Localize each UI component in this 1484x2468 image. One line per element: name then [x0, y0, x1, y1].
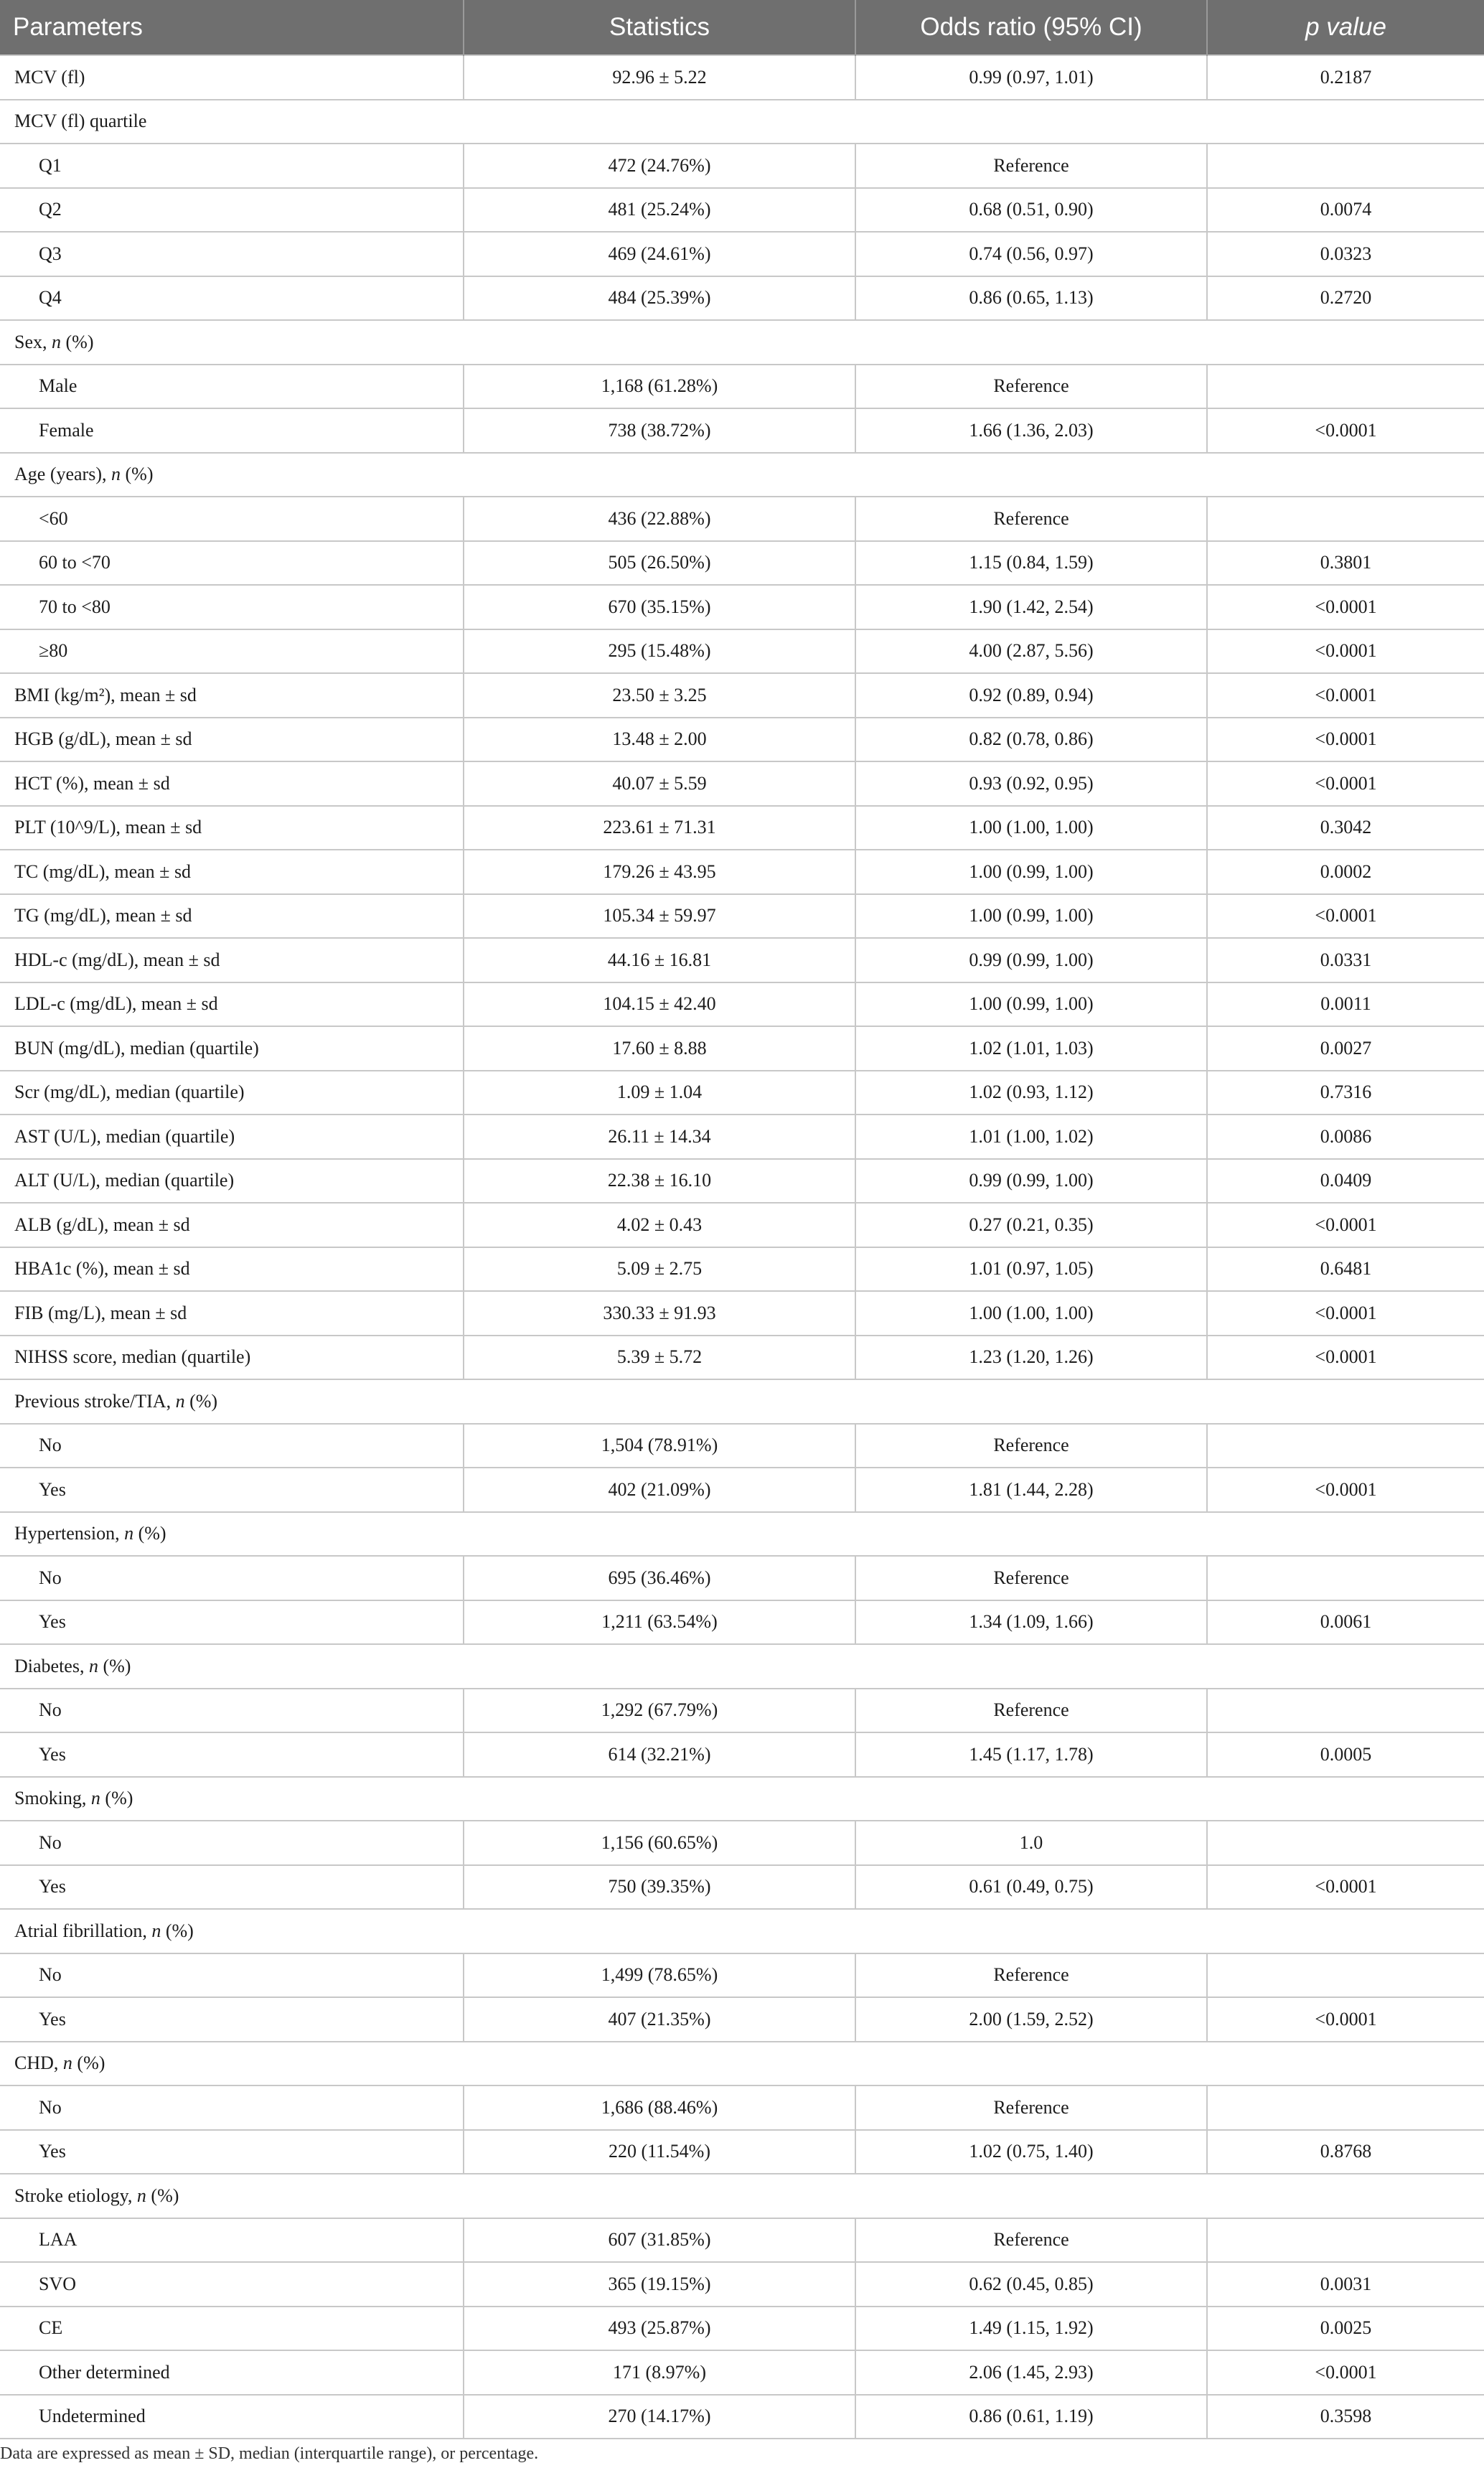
p-value-cell: [1207, 2218, 1484, 2263]
parameter-cell: No: [0, 1953, 464, 1998]
group-label: Stroke etiology, n (%): [0, 2174, 1484, 2218]
group-label: Age (years), n (%): [0, 453, 1484, 497]
p-value-cell: <0.0001: [1207, 761, 1484, 806]
p-value-cell: 0.0011: [1207, 982, 1484, 1027]
table-row: [0, 55, 1484, 100]
parameter-cell: No: [0, 1556, 464, 1600]
odds-ratio-cell: Reference: [855, 365, 1207, 409]
odds-ratio-cell: 1.0: [855, 1821, 1207, 1865]
p-value-cell: [1207, 1821, 1484, 1865]
parameter-cell: TC (mg/dL), mean ± sd: [0, 850, 464, 894]
header-statistics: Statistics: [464, 0, 855, 55]
parameter-cell: MCV (fl): [0, 55, 464, 100]
statistics-cell: 1,168 (61.28%): [464, 365, 855, 409]
group-label: Atrial fibrillation, n (%): [0, 1909, 1484, 1953]
odds-ratio-cell: Reference: [855, 1556, 1207, 1600]
parameter-cell: Other determined: [0, 2350, 464, 2395]
p-value-cell: 0.3801: [1207, 541, 1484, 586]
group-row: [0, 320, 1484, 365]
parameter-cell: Yes: [0, 1468, 464, 1512]
table-row: [0, 1821, 1484, 1865]
group-label: CHD, n (%): [0, 2042, 1484, 2086]
table-row: [0, 1600, 1484, 1645]
p-value-cell: 0.6481: [1207, 1247, 1484, 1292]
p-value-cell: <0.0001: [1207, 1203, 1484, 1247]
odds-ratio-cell: 1.81 (1.44, 2.28): [855, 1468, 1207, 1512]
table-footnote: Data are expressed as mean ± SD, median (interquartile range), or percentage.: [0, 2444, 539, 2463]
odds-ratio-cell: 0.86 (0.61, 1.19): [855, 2395, 1207, 2439]
p-value-cell: 0.0002: [1207, 850, 1484, 894]
statistics-cell: 17.60 ± 8.88: [464, 1026, 855, 1071]
odds-ratio-cell: 1.23 (1.20, 1.26): [855, 1336, 1207, 1380]
odds-ratio-cell: Reference: [855, 2085, 1207, 2130]
p-value-cell: <0.0001: [1207, 718, 1484, 762]
table-row: [0, 1689, 1484, 1733]
table-row: [0, 718, 1484, 762]
parameter-cell: HDL-c (mg/dL), mean ± sd: [0, 938, 464, 982]
header-parameters: Parameters: [0, 0, 464, 55]
p-value-cell: [1207, 1689, 1484, 1733]
table-row: [0, 1997, 1484, 2042]
table-row: [0, 1556, 1484, 1600]
statistics-cell: 407 (21.35%): [464, 1997, 855, 2042]
p-value-cell: <0.0001: [1207, 1291, 1484, 1336]
odds-ratio-cell: 4.00 (2.87, 5.56): [855, 629, 1207, 674]
table-row: [0, 761, 1484, 806]
parameter-cell: No: [0, 1424, 464, 1468]
statistics-cell: 1,211 (63.54%): [464, 1600, 855, 1645]
odds-ratio-cell: 0.68 (0.51, 0.90): [855, 188, 1207, 233]
odds-ratio-cell: Reference: [855, 1424, 1207, 1468]
odds-ratio-cell: Reference: [855, 497, 1207, 541]
statistics-cell: 92.96 ± 5.22: [464, 55, 855, 100]
parameter-cell: ALT (U/L), median (quartile): [0, 1159, 464, 1203]
parameter-cell: Scr (mg/dL), median (quartile): [0, 1071, 464, 1115]
statistics-cell: 171 (8.97%): [464, 2350, 855, 2395]
table-row: [0, 2130, 1484, 2174]
table-row: [0, 1071, 1484, 1115]
parameter-cell: 60 to <70: [0, 541, 464, 586]
table-row: [0, 894, 1484, 939]
statistics-cell: 695 (36.46%): [464, 1556, 855, 1600]
statistics-cell: 750 (39.35%): [464, 1865, 855, 1910]
table-row: [0, 276, 1484, 321]
statistics-cell: 330.33 ± 91.93: [464, 1291, 855, 1336]
odds-ratio-cell: 1.45 (1.17, 1.78): [855, 1732, 1207, 1777]
statistics-cell: 22.38 ± 16.10: [464, 1159, 855, 1203]
table-row: [0, 1026, 1484, 1071]
p-value-cell: <0.0001: [1207, 629, 1484, 674]
parameter-cell: SVO: [0, 2262, 464, 2307]
statistics-cell: 469 (24.61%): [464, 232, 855, 276]
odds-ratio-cell: Reference: [855, 2218, 1207, 2263]
parameter-cell: ≥80: [0, 629, 464, 674]
table-row: [0, 1115, 1484, 1159]
odds-ratio-cell: 0.74 (0.56, 0.97): [855, 232, 1207, 276]
table-body: [0, 55, 1484, 2439]
group-row: [0, 2042, 1484, 2086]
parameter-cell: No: [0, 2085, 464, 2130]
parameter-cell: Yes: [0, 1997, 464, 2042]
table-row: [0, 1424, 1484, 1468]
parameter-cell: Q1: [0, 144, 464, 188]
table-row: [0, 2085, 1484, 2130]
statistics-cell: 1,504 (78.91%): [464, 1424, 855, 1468]
header-row: [0, 0, 1484, 55]
p-value-cell: [1207, 1953, 1484, 1998]
table-row: [0, 1336, 1484, 1380]
odds-ratio-cell: 1.34 (1.09, 1.66): [855, 1600, 1207, 1645]
table-row: [0, 982, 1484, 1027]
header-p-value-text: p value: [1305, 13, 1386, 41]
p-value-cell: 0.0005: [1207, 1732, 1484, 1777]
statistics-cell: 40.07 ± 5.59: [464, 761, 855, 806]
odds-ratio-cell: 1.02 (0.75, 1.40): [855, 2130, 1207, 2174]
odds-ratio-cell: Reference: [855, 144, 1207, 188]
parameter-cell: Q4: [0, 276, 464, 321]
odds-ratio-cell: 0.92 (0.89, 0.94): [855, 673, 1207, 718]
odds-ratio-cell: 0.27 (0.21, 0.35): [855, 1203, 1207, 1247]
parameter-cell: HGB (g/dL), mean ± sd: [0, 718, 464, 762]
odds-ratio-cell: 0.93 (0.92, 0.95): [855, 761, 1207, 806]
group-row: [0, 1379, 1484, 1424]
parameter-cell: AST (U/L), median (quartile): [0, 1115, 464, 1159]
table-row: [0, 673, 1484, 718]
header-odds-ratio: Odds ratio (95% CI): [855, 0, 1207, 55]
table-row: [0, 850, 1484, 894]
table-row: [0, 541, 1484, 586]
table-row: [0, 585, 1484, 629]
odds-ratio-cell: 1.01 (1.00, 1.02): [855, 1115, 1207, 1159]
table-row: [0, 1732, 1484, 1777]
statistics-cell: 270 (14.17%): [464, 2395, 855, 2439]
table-row: [0, 1247, 1484, 1292]
group-label: Sex, n (%): [0, 320, 1484, 365]
parameter-cell: Female: [0, 408, 464, 453]
odds-ratio-cell: 1.66 (1.36, 2.03): [855, 408, 1207, 453]
group-row: [0, 1777, 1484, 1821]
table-row: [0, 1865, 1484, 1910]
group-label: Hypertension, n (%): [0, 1512, 1484, 1557]
statistics-cell: 402 (21.09%): [464, 1468, 855, 1512]
statistics-cell: 365 (19.15%): [464, 2262, 855, 2307]
odds-ratio-cell: 2.00 (1.59, 2.52): [855, 1997, 1207, 2042]
statistics-cell: 179.26 ± 43.95: [464, 850, 855, 894]
p-value-cell: <0.0001: [1207, 1468, 1484, 1512]
table-row: [0, 188, 1484, 233]
odds-ratio-cell: 1.00 (0.99, 1.00): [855, 894, 1207, 939]
p-value-cell: <0.0001: [1207, 894, 1484, 939]
parameter-cell: Yes: [0, 1600, 464, 1645]
odds-ratio-cell: 0.61 (0.49, 0.75): [855, 1865, 1207, 1910]
group-label: Smoking, n (%): [0, 1777, 1484, 1821]
parameter-cell: HCT (%), mean ± sd: [0, 761, 464, 806]
table-row: [0, 2395, 1484, 2439]
parameter-cell: FIB (mg/L), mean ± sd: [0, 1291, 464, 1336]
p-value-cell: 0.8768: [1207, 2130, 1484, 2174]
odds-ratio-cell: 1.00 (0.99, 1.00): [855, 982, 1207, 1027]
statistics-cell: 472 (24.76%): [464, 144, 855, 188]
group-row: [0, 1644, 1484, 1689]
odds-ratio-cell: Reference: [855, 1689, 1207, 1733]
p-value-cell: 0.7316: [1207, 1071, 1484, 1115]
table-row: [0, 1468, 1484, 1512]
parameter-cell: Yes: [0, 2130, 464, 2174]
parameter-cell: Male: [0, 365, 464, 409]
statistics-cell: 1,292 (67.79%): [464, 1689, 855, 1733]
odds-ratio-cell: 1.49 (1.15, 1.92): [855, 2307, 1207, 2351]
p-value-cell: <0.0001: [1207, 1336, 1484, 1380]
p-value-cell: [1207, 2085, 1484, 2130]
p-value-cell: 0.2720: [1207, 276, 1484, 321]
odds-ratio-cell: 1.02 (0.93, 1.12): [855, 1071, 1207, 1115]
p-value-cell: 0.0409: [1207, 1159, 1484, 1203]
parameter-cell: LDL-c (mg/dL), mean ± sd: [0, 982, 464, 1027]
group-row: [0, 453, 1484, 497]
odds-ratio-cell: 0.99 (0.99, 1.00): [855, 938, 1207, 982]
parameter-cell: BMI (kg/m²), mean ± sd: [0, 673, 464, 718]
statistics-cell: 493 (25.87%): [464, 2307, 855, 2351]
p-value-cell: 0.0331: [1207, 938, 1484, 982]
parameter-cell: CE: [0, 2307, 464, 2351]
parameter-cell: TG (mg/dL), mean ± sd: [0, 894, 464, 939]
group-label: Previous stroke/TIA, n (%): [0, 1379, 1484, 1424]
statistics-cell: 105.34 ± 59.97: [464, 894, 855, 939]
parameter-cell: HBA1c (%), mean ± sd: [0, 1247, 464, 1292]
group-row: [0, 1909, 1484, 1953]
table-row: [0, 497, 1484, 541]
statistics-cell: 670 (35.15%): [464, 585, 855, 629]
p-value-cell: <0.0001: [1207, 673, 1484, 718]
odds-ratio-cell: 0.99 (0.97, 1.01): [855, 55, 1207, 100]
parameter-cell: NIHSS score, median (quartile): [0, 1336, 464, 1380]
table-row: [0, 144, 1484, 188]
statistics-cell: 481 (25.24%): [464, 188, 855, 233]
table-row: [0, 1291, 1484, 1336]
parameter-cell: Undetermined: [0, 2395, 464, 2439]
p-value-cell: [1207, 497, 1484, 541]
statistics-cell: 5.39 ± 5.72: [464, 1336, 855, 1380]
statistics-cell: 44.16 ± 16.81: [464, 938, 855, 982]
parameter-cell: <60: [0, 497, 464, 541]
odds-ratio-cell: 1.00 (0.99, 1.00): [855, 850, 1207, 894]
group-row: [0, 1512, 1484, 1557]
statistics-cell: 436 (22.88%): [464, 497, 855, 541]
p-value-cell: 0.0086: [1207, 1115, 1484, 1159]
statistics-cell: 295 (15.48%): [464, 629, 855, 674]
table-row: [0, 408, 1484, 453]
p-value-cell: <0.0001: [1207, 1997, 1484, 2042]
group-label: MCV (fl) quartile: [0, 100, 1484, 144]
group-label: Diabetes, n (%): [0, 1644, 1484, 1689]
parameter-cell: LAA: [0, 2218, 464, 2263]
p-value-cell: 0.3598: [1207, 2395, 1484, 2439]
p-value-cell: [1207, 1556, 1484, 1600]
p-value-cell: 0.0027: [1207, 1026, 1484, 1071]
table-row: [0, 1159, 1484, 1203]
statistics-cell: 1.09 ± 1.04: [464, 1071, 855, 1115]
p-value-cell: <0.0001: [1207, 2350, 1484, 2395]
p-value-cell: 0.0025: [1207, 2307, 1484, 2351]
odds-ratio-cell: 1.02 (1.01, 1.03): [855, 1026, 1207, 1071]
statistics-cell: 614 (32.21%): [464, 1732, 855, 1777]
group-row: [0, 2174, 1484, 2218]
table-row: [0, 629, 1484, 674]
p-value-cell: 0.0074: [1207, 188, 1484, 233]
odds-ratio-cell: 2.06 (1.45, 2.93): [855, 2350, 1207, 2395]
table-row: [0, 2307, 1484, 2351]
p-value-cell: [1207, 144, 1484, 188]
table-header: [0, 0, 1484, 55]
table-row: [0, 938, 1484, 982]
odds-ratio-cell: 1.00 (1.00, 1.00): [855, 1291, 1207, 1336]
statistics-cell: 23.50 ± 3.25: [464, 673, 855, 718]
statistics-cell: 5.09 ± 2.75: [464, 1247, 855, 1292]
group-row: [0, 100, 1484, 144]
odds-ratio-cell: 0.86 (0.65, 1.13): [855, 276, 1207, 321]
table-row: [0, 1953, 1484, 1998]
parameter-cell: Yes: [0, 1865, 464, 1910]
statistics-cell: 484 (25.39%): [464, 276, 855, 321]
statistics-cell: 13.48 ± 2.00: [464, 718, 855, 762]
parameter-cell: No: [0, 1689, 464, 1733]
parameter-cell: Q2: [0, 188, 464, 233]
odds-ratio-cell: 1.90 (1.42, 2.54): [855, 585, 1207, 629]
statistics-cell: 223.61 ± 71.31: [464, 806, 855, 850]
p-value-cell: 0.0031: [1207, 2262, 1484, 2307]
p-value-cell: <0.0001: [1207, 1865, 1484, 1910]
odds-ratio-cell: 1.15 (0.84, 1.59): [855, 541, 1207, 586]
odds-ratio-cell: 0.82 (0.78, 0.86): [855, 718, 1207, 762]
statistics-cell: 1,156 (60.65%): [464, 1821, 855, 1865]
p-value-cell: [1207, 365, 1484, 409]
p-value-cell: <0.0001: [1207, 408, 1484, 453]
table-row: [0, 1203, 1484, 1247]
statistics-cell: 738 (38.72%): [464, 408, 855, 453]
parameter-cell: PLT (10^9/L), mean ± sd: [0, 806, 464, 850]
p-value-cell: 0.3042: [1207, 806, 1484, 850]
p-value-cell: 0.2187: [1207, 55, 1484, 100]
p-value-cell: [1207, 1424, 1484, 1468]
statistics-cell: 1,499 (78.65%): [464, 1953, 855, 1998]
table-row: [0, 2262, 1484, 2307]
odds-ratio-cell: 0.62 (0.45, 0.85): [855, 2262, 1207, 2307]
statistics-cell: 1,686 (88.46%): [464, 2085, 855, 2130]
odds-ratio-cell: 1.01 (0.97, 1.05): [855, 1247, 1207, 1292]
table-row: [0, 365, 1484, 409]
parameter-cell: 70 to <80: [0, 585, 464, 629]
odds-ratio-cell: 0.99 (0.99, 1.00): [855, 1159, 1207, 1203]
statistics-cell: 607 (31.85%): [464, 2218, 855, 2263]
p-value-cell: 0.0061: [1207, 1600, 1484, 1645]
odds-ratio-cell: 1.00 (1.00, 1.00): [855, 806, 1207, 850]
parameter-cell: ALB (g/dL), mean ± sd: [0, 1203, 464, 1247]
parameter-cell: BUN (mg/dL), median (quartile): [0, 1026, 464, 1071]
statistics-cell: 220 (11.54%): [464, 2130, 855, 2174]
parameter-cell: No: [0, 1821, 464, 1865]
table-row: [0, 2350, 1484, 2395]
header-p-value: [1207, 0, 1484, 55]
table-row: [0, 2218, 1484, 2263]
statistics-cell: 4.02 ± 0.43: [464, 1203, 855, 1247]
statistics-cell: 505 (26.50%): [464, 541, 855, 586]
parameter-cell: Q3: [0, 232, 464, 276]
parameter-cell: Yes: [0, 1732, 464, 1777]
p-value-cell: 0.0323: [1207, 232, 1484, 276]
odds-ratio-cell: Reference: [855, 1953, 1207, 1998]
statistics-cell: 104.15 ± 42.40: [464, 982, 855, 1027]
table-row: [0, 806, 1484, 850]
table-row: [0, 232, 1484, 276]
p-value-cell: <0.0001: [1207, 585, 1484, 629]
statistics-cell: 26.11 ± 14.34: [464, 1115, 855, 1159]
